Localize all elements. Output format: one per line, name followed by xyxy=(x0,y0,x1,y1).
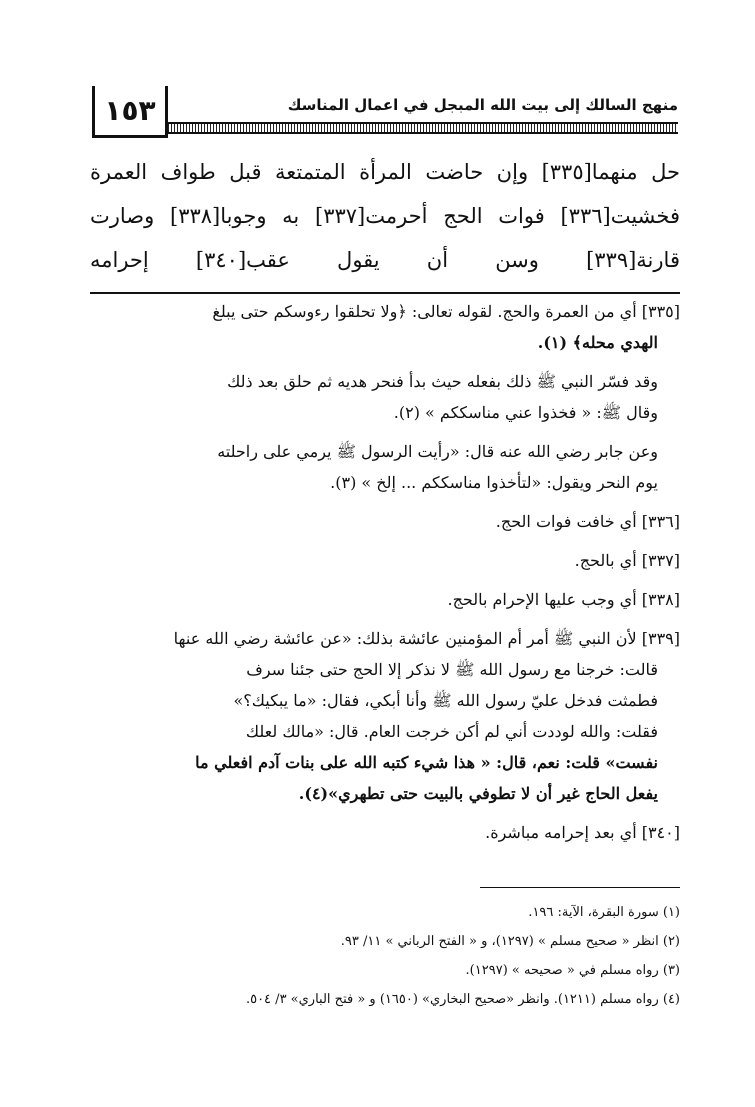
note-line: [٣٣٥] أي من العمرة والحج. لقوله تعالى: ﴿ولا تحلقوا رءوسكم حتى يبلغ xyxy=(212,302,680,321)
commentary xyxy=(90,296,680,856)
note-line: يوم النحر ويقول: «لتأخذوا مناسككم ... إلخ » (٣). xyxy=(330,473,658,492)
note-line: قالت: خرجنا مع رسول الله ﷺ لا نذكر إلا الحج حتى جئنا سرف xyxy=(246,660,658,679)
main-text-line: فخشيت[٣٣٦] فوات الحج أحرمت[٣٣٧] به وجوبا[٣٣٨] وصارت xyxy=(90,204,680,228)
footnotes xyxy=(90,898,680,1014)
running-title: منهج السالك إلى بيت الله المبجل في اعمال المناسك xyxy=(287,96,678,114)
note-336 xyxy=(90,506,680,537)
note-line: [٣٣٦] أي خافت فوات الحج. xyxy=(495,512,680,531)
main-text-line: حل منهما[٣٣٥] وإن حاضت المرأة المتمتعة قبل طواف العمرة xyxy=(90,160,680,184)
footnote-1: (١) سورة البقرة، الآية: ١٩٦. xyxy=(528,905,680,920)
footnote-3: (٣) رواه مسلم في « صحيحه » (١٢٩٧). xyxy=(465,963,680,978)
note-line: يفعل الحاج غير أن لا تطوفي بالبيت حتى تطهري»(٤). xyxy=(298,784,658,803)
note-339 xyxy=(90,623,680,809)
page-number: ١٥٣ xyxy=(92,86,168,138)
note-line: وقد فسّر النبي ﷺ ذلك بفعله حيث بدأ فنحر هديه ثم حلق بعد ذلك xyxy=(227,372,658,391)
main-text-line: قارنة[٣٣٩] وسن أن يقول عقب[٣٤٠] إحرامه xyxy=(90,248,680,272)
note-337 xyxy=(90,545,680,576)
main-text xyxy=(90,150,680,282)
commentary-divider xyxy=(90,292,680,294)
note-line: [٣٣٩] لأن النبي ﷺ أمر أم المؤمنين عائشة بذلك: «عن عائشة رضي الله عنها xyxy=(173,629,680,648)
footnote-2: (٢) انظر « صحيح مسلم » (١٢٩٧)، و « الفتح الرباني » ١١/ ٩٣. xyxy=(340,934,680,949)
note-line: [٣٣٧] أي بالحج. xyxy=(574,551,680,570)
note-line: [٣٤٠] أي بعد إحرامه مباشرة. xyxy=(485,823,680,842)
note-335-hadith-2 xyxy=(90,436,680,498)
note-line: [٣٣٨] أي وجب عليها الإحرام بالحج. xyxy=(447,590,680,609)
page-header xyxy=(92,86,678,146)
note-line: الهدي محله﴾ (١). xyxy=(537,333,658,352)
note-line: وقال ﷺ: « فخذوا عني مناسككم » (٢). xyxy=(393,403,658,422)
footnote-4: (٤) رواه مسلم (١٢١١). وانظر «صحيح البخاري» (١٦٥٠) و « فتح الباري» ٣/ ٥٠٤. xyxy=(245,992,680,1007)
note-line: فطمثت فدخل عليّ رسول الله ﷺ وأنا أبكي، فقال: «ما يبكيك؟» xyxy=(233,691,658,710)
note-335-hadith-1 xyxy=(90,366,680,428)
note-338 xyxy=(90,584,680,615)
note-335 xyxy=(90,296,680,358)
note-340 xyxy=(90,817,680,848)
header-rule xyxy=(168,122,678,134)
footnote-divider xyxy=(480,887,680,888)
note-line: فقلت: والله لوددت أني لم أكن خرجت العام. قال: «مالك لعلك xyxy=(245,722,658,741)
note-line: نفست» قلت: نعم، قال: « هذا شيء كتبه الله على بنات آدم افعلي ما xyxy=(195,753,658,772)
note-line: وعن جابر رضي الله عنه قال: «رأيت الرسول ﷺ يرمي على راحلته xyxy=(217,442,658,461)
